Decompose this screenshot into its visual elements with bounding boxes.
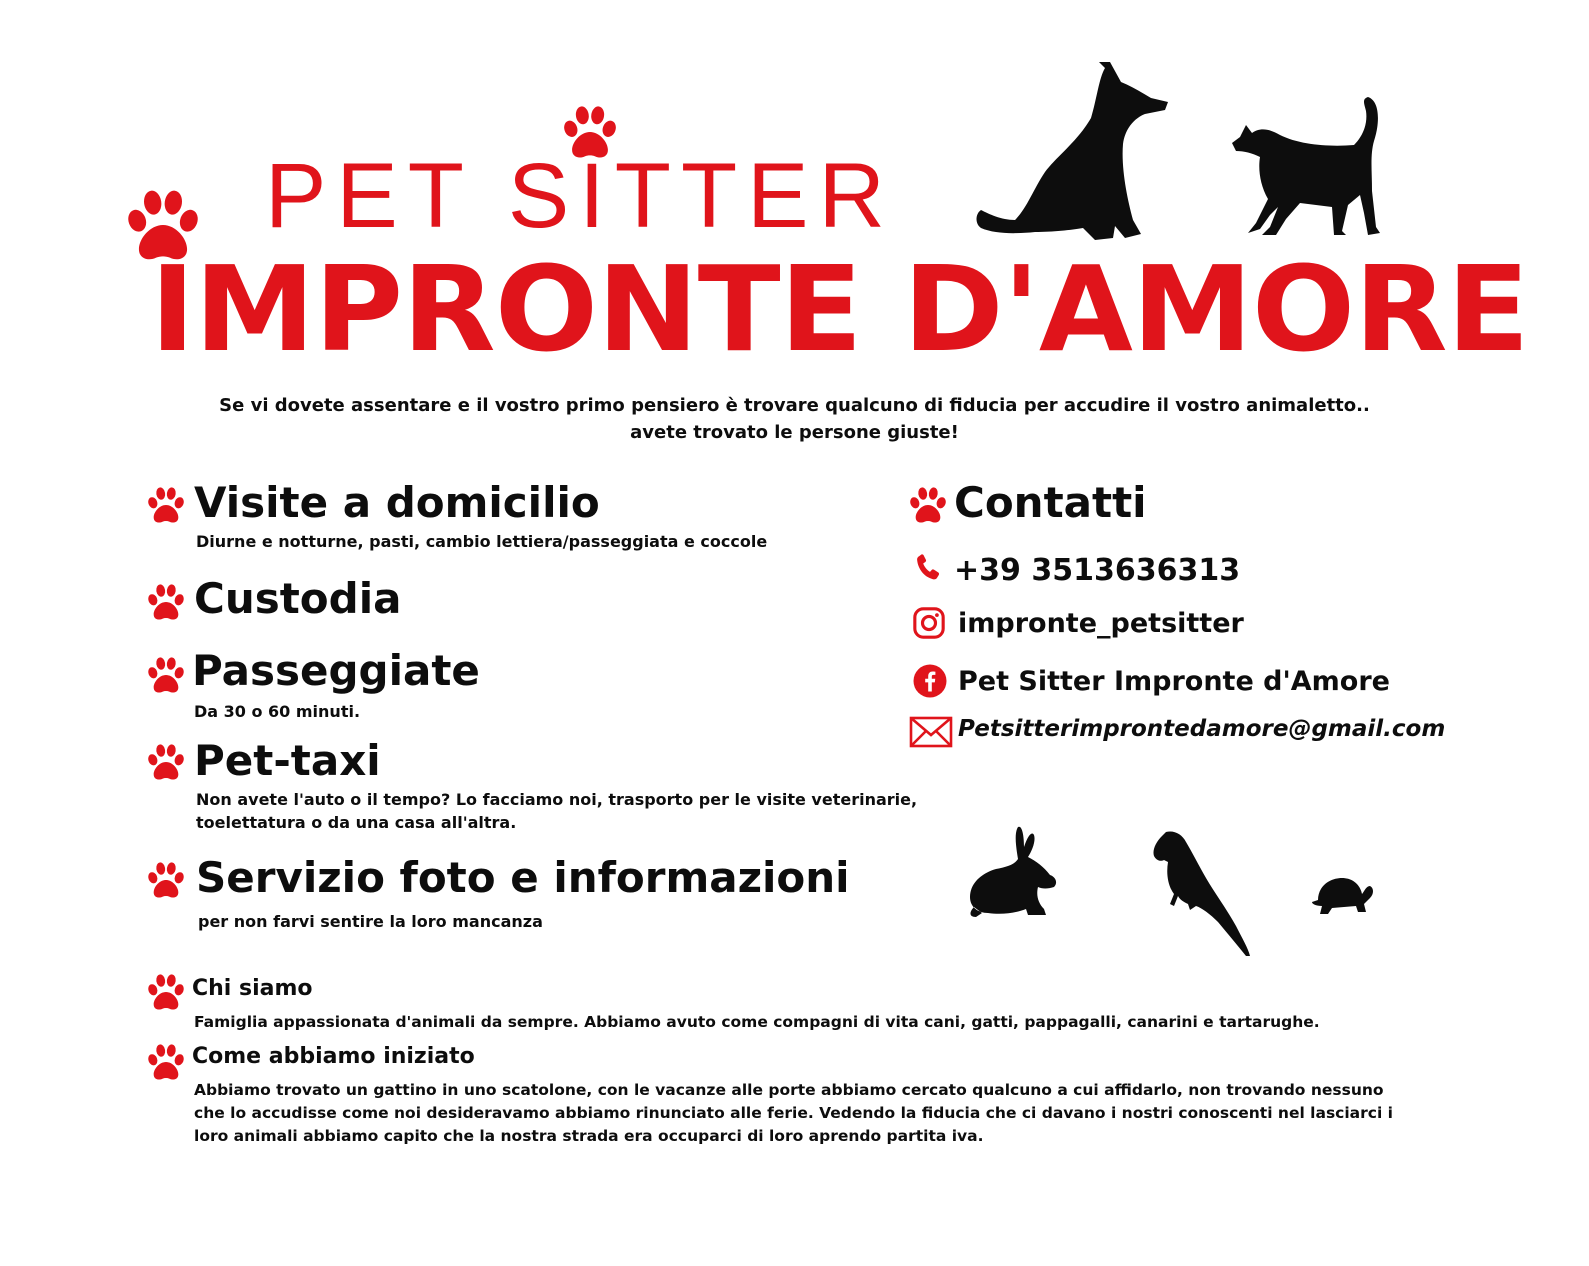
service-desc-visite: Diurne e notturne, pasti, cambio lettiera/passeggiata e coccole — [196, 532, 768, 551]
title-pet-sitter: PET SITTER — [265, 145, 895, 247]
paw-icon — [906, 483, 950, 527]
contacts-heading: Contatti — [954, 478, 1147, 527]
about-start-text — [194, 1079, 1393, 1148]
paw-icon — [144, 653, 188, 697]
service-title-foto: Servizio foto e informazioni — [196, 853, 850, 902]
service-desc-pet-taxi-line-2: toelettatura o da una casa all'altra. — [196, 813, 517, 832]
paw-icon — [144, 740, 188, 784]
about-start-line-3: loro animali abbiamo capito che la nostra strada era occuparci di loro aprendo partita iva. — [194, 1127, 984, 1145]
about-start-heading: Come abbiamo iniziato — [192, 1044, 475, 1069]
intro-text — [0, 392, 1589, 446]
title-impronte-damore: IMPRONTE D'AMORE — [150, 240, 1529, 378]
service-title-passeggiate: Passeggiate — [192, 646, 480, 695]
contact-facebook[interactable]: Pet Sitter Impronte d'Amore — [958, 666, 1390, 697]
service-desc-foto: per non farvi sentire la loro mancanza — [198, 912, 543, 931]
contact-instagram[interactable]: impronte_petsitter — [958, 608, 1244, 639]
about-who-text: Famiglia appassionata d'animali da sempre. Abbiamo avuto come compagni di vita cani, gatti, pappagalli, canarini e tartarughe. — [194, 1013, 1320, 1031]
contact-email[interactable]: Petsitterimprontedamore@gmail.com — [958, 716, 1446, 742]
paw-icon — [144, 858, 188, 902]
service-desc-pet-taxi — [196, 788, 917, 834]
paw-icon — [144, 1040, 188, 1084]
phone-icon — [912, 550, 946, 586]
service-title-custodia: Custodia — [194, 574, 402, 623]
paw-icon — [144, 483, 188, 527]
intro-line-1: Se vi dovete assentare e il vostro primo pensiero è trovare qualcuno di fiducia per accudire il vostro animaletto.. — [219, 395, 1370, 416]
about-start-line-1: Abbiamo trovato un gattino in uno scatolone, con le vacanze alle porte abbiamo cercato qualcuno a cui affidarlo, non trovando nessuno — [194, 1081, 1384, 1099]
facebook-icon — [912, 663, 948, 699]
contact-phone[interactable]: +39 3513636313 — [954, 553, 1241, 588]
about-who-heading: Chi siamo — [192, 976, 313, 1001]
envelope-icon — [909, 716, 953, 748]
paw-icon — [144, 580, 188, 624]
parrot-silhouette-icon — [1150, 830, 1252, 958]
instagram-icon — [912, 606, 946, 640]
service-desc-passeggiate: Da 30 o 60 minuti. — [194, 702, 361, 721]
rabbit-silhouette-icon — [966, 825, 1060, 919]
service-title-pet-taxi: Pet-taxi — [194, 736, 381, 785]
service-desc-pet-taxi-line-1: Non avete l'auto o il tempo? Lo facciamo noi, trasporto per le visite veterinarie, — [196, 790, 918, 809]
dog-silhouette-icon — [975, 58, 1175, 243]
turtle-silhouette-icon — [1310, 870, 1374, 920]
cat-silhouette-icon — [1230, 95, 1385, 240]
paw-icon — [144, 970, 188, 1014]
service-title-visite: Visite a domicilio — [194, 478, 600, 527]
about-start-line-2: che lo accudisse come noi desideravamo abbiamo rinunciato alle ferie. Vedendo la fiducia che ci davano i nostri conoscenti nel lasciarci i — [194, 1104, 1393, 1122]
intro-line-2: avete trovato le persone giuste! — [630, 422, 959, 443]
